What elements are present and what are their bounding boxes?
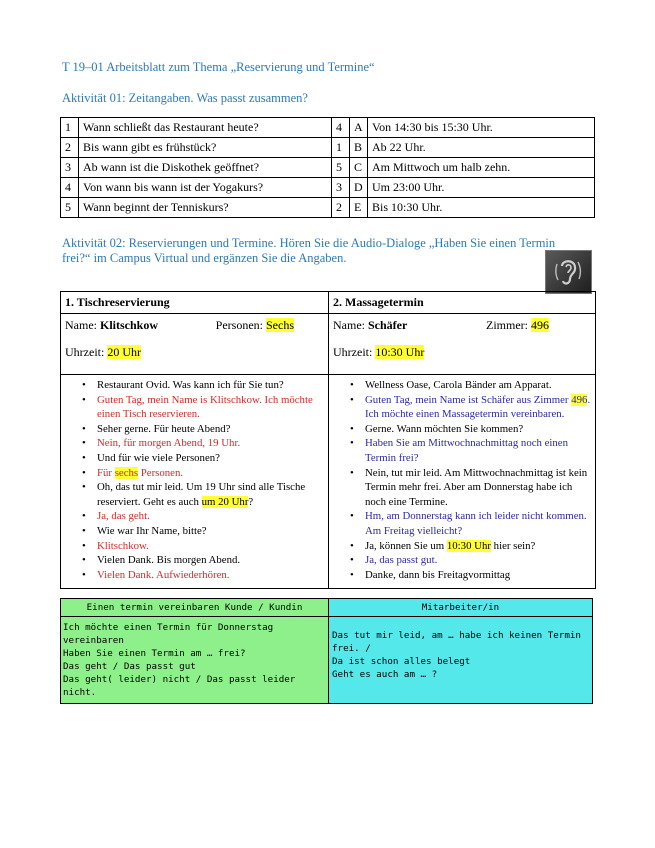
answer-number: 1 (332, 138, 350, 158)
option-letter: B (350, 138, 368, 158)
dialog-line (63, 466, 326, 481)
reservation-dialog (61, 375, 329, 589)
dialog-line (331, 466, 593, 510)
phrase-line: Haben Sie einen Termin am … frei? (63, 648, 246, 659)
answer-number: 3 (332, 178, 350, 198)
time-field (65, 345, 324, 360)
dialog-text: Wellness Oase, Carola Bänder am Apparat. (365, 379, 552, 391)
name-value: Schäfer (368, 318, 408, 332)
dialog-text: Gerne. Wann möchten Sie kommen? (365, 422, 524, 435)
persons-label: Personen: (215, 318, 263, 332)
phrase-line: Das geht / Das passt gut (63, 661, 196, 672)
dialog-text: Oh, das tut mir leid. Um 19 Uhr sind alle Tische reserviert. Geht es auch (97, 481, 306, 508)
answer-number: 5 (332, 158, 350, 178)
option-letter: E (350, 198, 368, 218)
name-field (333, 318, 407, 333)
dialog-text: hier sein? (490, 539, 536, 552)
dialog-text: Wie war Ihr Name, bitte? (97, 524, 207, 537)
phrase-line: Das tut mir leid, am … habe ich keinen Termin frei. / (332, 630, 581, 654)
dialog-text: Nein, tut mir leid. Am Mittwochnachmittag ist kein Termin mehr frei. Aber am Donnerstag habe ich noch eine Termine. (365, 466, 588, 508)
option-text: Am Mittwoch um halb zehn. (368, 158, 595, 178)
time-label: Uhrzeit: (333, 345, 373, 359)
dialog-text: Danke, dann bis Freitagvormittag (365, 568, 511, 581)
dialog-text: Und für wie viele Personen? (97, 451, 220, 464)
dialog-line (63, 393, 326, 422)
name-label: Name: (65, 318, 97, 332)
time-value: 20 Uhr (107, 345, 141, 359)
dialog-text: Vielen Dank. Bis morgen Abend. (97, 554, 241, 567)
question: Ab wann ist die Diskothek geöffnet? (79, 158, 332, 178)
dialog-line (63, 539, 326, 554)
option-text: Ab 22 Uhr. (368, 138, 595, 158)
dialog-text: Guten Tag, mein Name ist Schäfer aus Zimmer (365, 393, 572, 406)
question: Wann beginnt der Tenniskurs? (79, 198, 332, 218)
table-row (61, 138, 595, 158)
dialog-text: Personen. (138, 466, 184, 479)
table-row (61, 158, 595, 178)
time-value: 10:30 Uhr (375, 345, 425, 359)
dialog-line (63, 422, 326, 437)
row-number: 5 (61, 198, 79, 218)
table-row (61, 178, 595, 198)
name-value: Klitschkow (100, 318, 159, 332)
reservation-table (60, 291, 596, 589)
dialog-line (63, 553, 326, 568)
option-letter: C (350, 158, 368, 178)
dialog-line (331, 539, 593, 554)
dialog-line (331, 553, 593, 568)
table-row (61, 118, 595, 138)
highlighted-answer: um 20 Uhr (201, 495, 249, 508)
dialog-line (331, 436, 593, 465)
row-number: 1 (61, 118, 79, 138)
dialog-line (63, 480, 326, 509)
option-letter: D (350, 178, 368, 198)
dialog-text: Ja, das geht. (97, 510, 150, 523)
persons-value: Sechs (266, 318, 294, 332)
phrase-line: Da ist schon alles belegt (332, 656, 471, 667)
time-label: Uhrzeit: (65, 345, 105, 359)
room-field (486, 318, 549, 333)
dialog-text: Ja, können Sie um (365, 539, 447, 552)
highlighted-answer: sechs (114, 466, 139, 479)
dialog-text: Hm, am Donnerstag kann ich leider nicht kommen. Am Freitag vielleicht? (365, 510, 587, 537)
phrases-staff (329, 617, 593, 704)
dialog-text: Restaurant Ovid. Was kann ich für Sie tun? (97, 379, 284, 391)
dialog-line (63, 378, 326, 393)
dialog-line (63, 436, 326, 451)
highlighted-answer: 10:30 Uhr (446, 539, 491, 552)
phrases-customer (61, 617, 329, 704)
phrases-table (60, 598, 593, 704)
row-number: 4 (61, 178, 79, 198)
table-title-massage: 2. Massagetermin (329, 292, 596, 314)
phrases-header-customer: Einen termin vereinbaren Kunde / Kundin (61, 599, 329, 617)
dialog-text: Haben Sie am Mittwochnachmittag noch einen Termin frei? (365, 437, 568, 464)
activity2-heading: Aktivität 02: Reservierungen und Termine. Hören Sie die Audio-Dialoge „Haben Sie einen Termin frei?“ im Campus Virtual und ergänzen Sie die Angaben. (62, 236, 556, 265)
dialog-text: Nein, für morgen Abend, 19 Uhr. (97, 437, 241, 450)
persons-field (216, 318, 294, 333)
massage-dialog (329, 375, 596, 589)
table-row (61, 198, 595, 218)
dialog-line (331, 568, 593, 583)
worksheet-title: T 19–01 Arbeitsblatt zum Thema „Reservierung und Termine“ (62, 60, 375, 74)
answer-number: 2 (332, 198, 350, 218)
phrase-line: Geht es auch am … ? (332, 669, 438, 680)
dialog-text: Vielen Dank. Aufwiederhören. (97, 568, 230, 581)
dialog-line (63, 451, 326, 466)
dialog-line (63, 524, 326, 539)
question: Von wann bis wann ist der Yogakurs? (79, 178, 332, 198)
highlighted-answer: 496 (571, 393, 588, 406)
dialog-text: Für (97, 466, 115, 479)
dialog-line (63, 509, 326, 524)
answer-number: 4 (332, 118, 350, 138)
phrases-header-staff: Mitarbeiter/in (329, 599, 593, 617)
option-text: Um 23:00 Uhr. (368, 178, 595, 198)
dialog-text: . Ich möchte einen Massagetermin vereinbaren. (365, 393, 591, 421)
option-letter: A (350, 118, 368, 138)
room-label: Zimmer: (486, 318, 528, 332)
matching-table (60, 117, 595, 218)
row-number: 2 (61, 138, 79, 158)
phrase-line: Das geht( leider) nicht / Das passt leider nicht. (63, 674, 296, 698)
dialog-text: ? (248, 495, 254, 508)
ear-icon[interactable] (545, 250, 592, 294)
dialog-text: Seher gerne. Für heute Abend? (97, 422, 231, 435)
question: Bis wann gibt es frühstück? (79, 138, 332, 158)
dialog-line (63, 568, 326, 583)
dialog-line (331, 422, 593, 437)
dialog-text: Ja, das passt gut. (365, 554, 438, 567)
massage-details (329, 314, 596, 375)
activity1-heading: Aktivität 01: Zeitangaben. Was passt zusammen? (62, 91, 308, 105)
ear-glyph (554, 256, 582, 288)
dialog-line (331, 393, 593, 422)
table-title-reservation: 1. Tischreservierung (61, 292, 329, 314)
dialog-line (331, 378, 593, 393)
option-text: Von 14:30 bis 15:30 Uhr. (368, 118, 595, 138)
name-label: Name: (333, 318, 365, 332)
reservation-details (61, 314, 329, 375)
room-value: 496 (531, 318, 549, 332)
phrase-line: Ich möchte einen Termin für Donnerstag vereinbaren (63, 622, 274, 646)
name-field (65, 318, 158, 333)
dialog-line (331, 509, 593, 538)
question: Wann schließt das Restaurant heute? (79, 118, 332, 138)
dialog-text: Guten Tag, mein Name is Klitschkow. Ich möchte einen Tisch reservieren. (97, 393, 313, 421)
option-text: Bis 10:30 Uhr. (368, 198, 595, 218)
time-field (333, 345, 591, 360)
row-number: 3 (61, 158, 79, 178)
dialog-text: Klitschkow. (97, 539, 149, 552)
